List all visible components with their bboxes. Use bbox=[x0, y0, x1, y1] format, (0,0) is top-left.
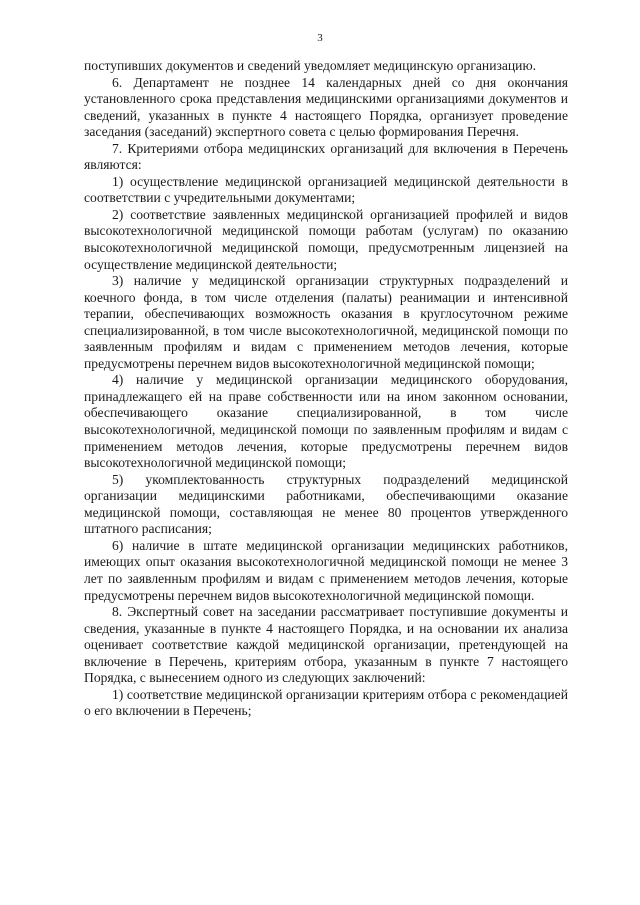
page-number: 3 bbox=[317, 32, 323, 44]
document-body bbox=[84, 58, 568, 720]
paragraph-item-6: 6. Департамент не позднее 14 календарных дней со дня окончания установленного срока представления медицинскими организациями документов и сведений, указанных в пункте 4 настоящего Порядка, организует проведение заседания (заседаний) экспертного совета с целью формирования Перечня. bbox=[84, 74, 568, 140]
criterion-1: 1) осуществление медицинской организацией медицинской деятельности в соответствии с учредительными документами; bbox=[84, 173, 568, 206]
paragraph-item-8: 8. Экспертный совет на заседании рассматривает поступившие документы и сведения, указанные в пункте 4 настоящего Порядка, и на основании их анализа оценивает соответствие каждой медицинской организации, претендующей на включение в Перечень, критериям отбора, указанным в пункте 7 настоящего Порядка, с вынесением одного из следующих заключений: bbox=[84, 604, 568, 686]
criterion-6: 6) наличие в штате медицинской организации медицинских работников, имеющих опыт оказания высокотехнологичной медицинской помощи не менее 3 лет по заявленным профилям и видам с применением методов лечения, которые предусмотрены перечнем видов высокотехнологичной медицинской помощи. bbox=[84, 537, 568, 603]
conclusion-1: 1) соответствие медицинской организации критериям отбора с рекомендацией о его включении в Перечень; bbox=[84, 686, 568, 719]
paragraph-item-7: 7. Критериями отбора медицинских организаций для включения в Перечень являются: bbox=[84, 140, 568, 173]
criterion-2: 2) соответствие заявленных медицинской организацией профилей и видов высокотехнологичной медицинской помощи работам (услугам) по оказанию высокотехнологичной медицинской помощи, предусмотренным лицензией на осуществление медицинской деятельности; bbox=[84, 206, 568, 272]
criterion-4: 4) наличие у медицинской организации медицинского оборудования, принадлежащего ей на праве собственности или на ином законном основании, обеспечивающего оказание специализированной, в том числе высокотехнологичной, медицинской помощи по заявленным профилям и видам с применением методов лечения, которые предусмотрены перечнем видов высокотехнологичной медицинской помощи; bbox=[84, 372, 568, 471]
paragraph-continuation: поступивших документов и сведений уведомляет медицинскую организацию. bbox=[84, 58, 536, 73]
criterion-3: 3) наличие у медицинской организации структурных подразделений и коечного фонда, в том числе отделения (палаты) реанимации и интенсивной терапии, обеспечивающих возможность оказания в круглосуточном режиме специализированной, в том числе высокотехнологичной, медицинской помощи по заявленным профилям и видам с применением методов лечения, которые предусмотрены перечнем видов высокотехнологичной медицинской помощи; bbox=[84, 273, 568, 371]
criterion-5: 5) укомплектованность структурных подразделений медицинской организации медицинскими работниками, обеспечивающими оказание медицинской помощи, составляющая не менее 80 процентов утвержденного штатного расписания; bbox=[84, 471, 568, 537]
